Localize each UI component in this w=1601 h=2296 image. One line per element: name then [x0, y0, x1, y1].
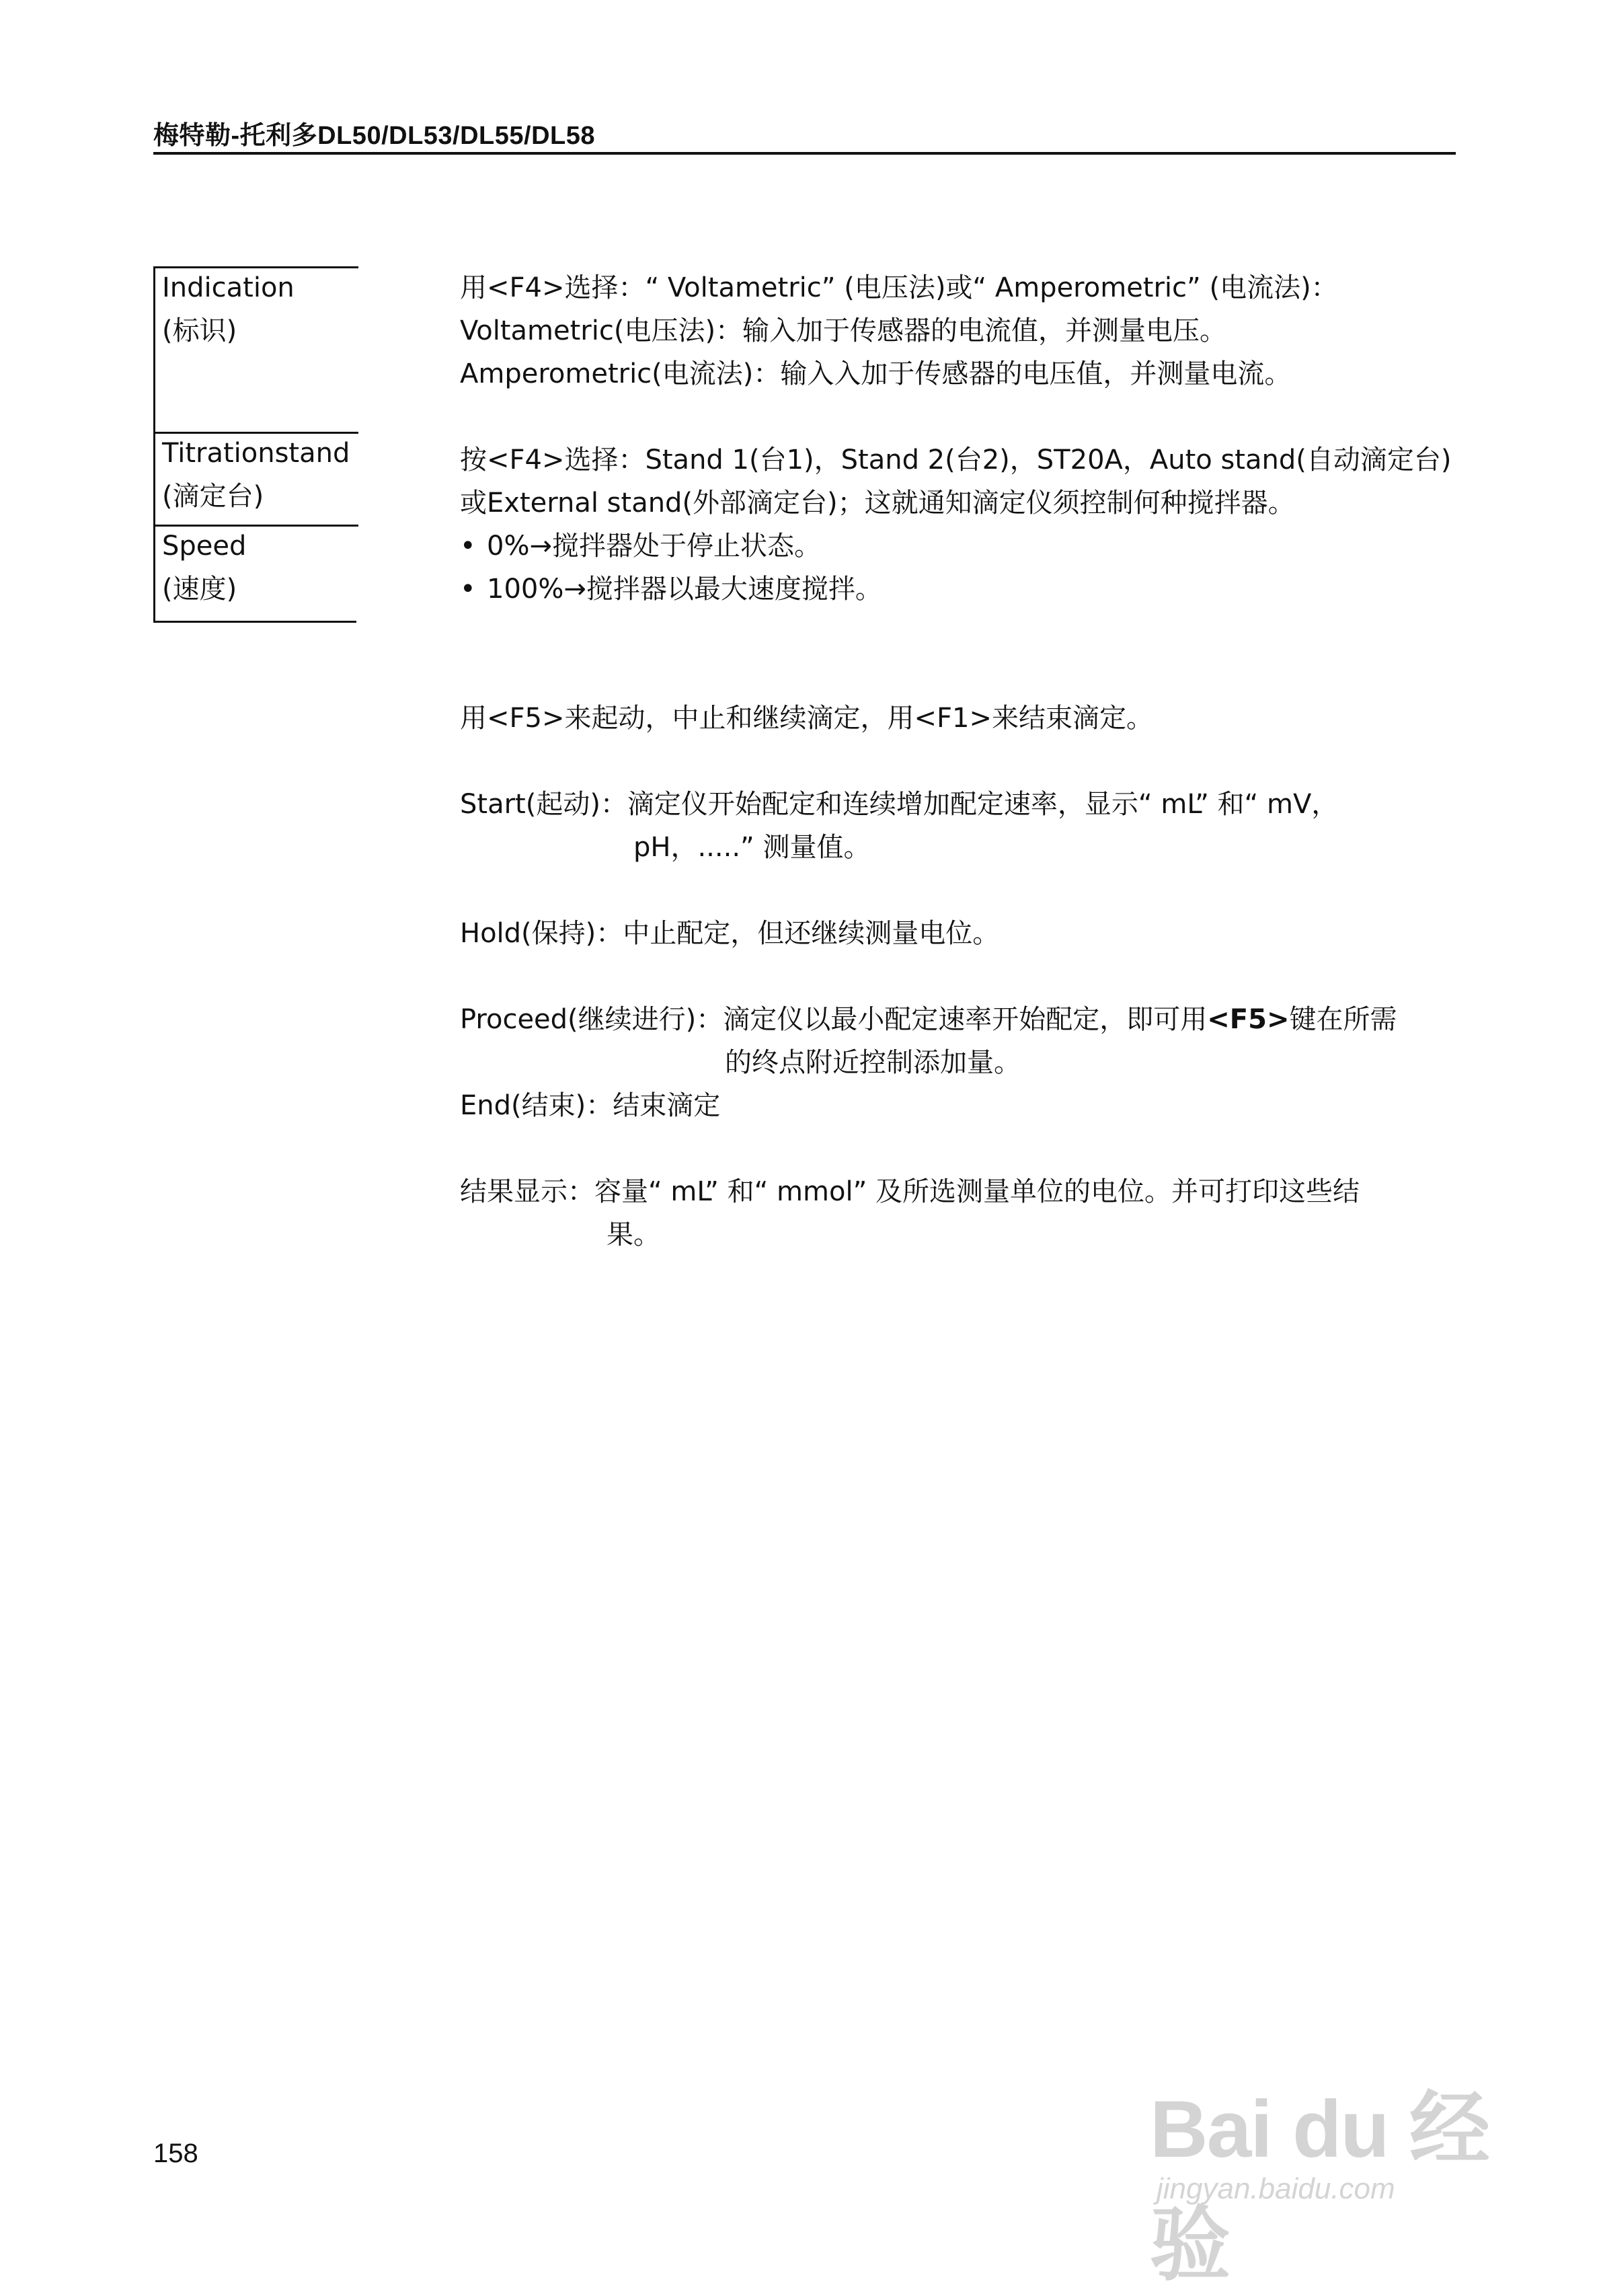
param-label-zh: (速度) — [162, 574, 237, 605]
speed-bullet — [460, 525, 821, 568]
end-paragraph: End(结束)：结束滴定 — [460, 1090, 721, 1121]
bullet-icon: • — [460, 531, 476, 562]
param-label-en: Titrationstand — [162, 438, 350, 469]
start-paragraph-line: pH，.....” 测量值。 — [633, 832, 871, 863]
param-label-speed — [153, 525, 356, 623]
bullet-icon: • — [460, 574, 476, 605]
indication-desc-line: Voltametric(电压法)：输入加于传感器的电流值，并测量电压。 — [460, 315, 1227, 346]
indication-desc-line: Amperometric(电流法)：输入入加于传感器的电压值，并测量电流。 — [460, 358, 1292, 389]
titration-stand-desc-line: 或External stand(外部滴定台)；这就通知滴定仪须控制何种搅拌器。 — [460, 488, 1295, 519]
intro-paragraph: 用<F5>来起动，中止和继续滴定，用<F1>来结束滴定。 — [460, 703, 1153, 734]
header-rule — [153, 152, 1456, 155]
speed-bullet-text: 0%→搅拌器处于停止状态。 — [487, 531, 821, 562]
proceed-paragraph-line — [460, 998, 1397, 1041]
label-rule — [153, 432, 358, 434]
param-label-indication — [153, 266, 356, 432]
proceed-paragraph-line: 的终点附近控制添加量。 — [725, 1047, 1021, 1078]
param-label-en: Speed — [162, 531, 247, 562]
param-label-zh: (滴定台) — [162, 481, 264, 512]
speed-bullet — [460, 568, 882, 611]
label-rule — [153, 525, 358, 527]
f5-key-label: <F5> — [1207, 1004, 1290, 1035]
result-paragraph-line: 结果显示：容量“ mL” 和“ mmol” 及所选测量单位的电位。并可打印这些结 — [460, 1176, 1360, 1207]
watermark-url: jingyan.baidu.com — [1157, 2172, 1395, 2205]
result-paragraph-line: 果。 — [607, 1219, 660, 1250]
proceed-text: 键在所需 — [1289, 1004, 1397, 1035]
param-label-zh: (标识) — [162, 315, 237, 346]
running-header: 梅特勒-托利多DL50/DL53/DL55/DL58 — [153, 122, 596, 150]
param-label-titration-stand — [153, 432, 356, 525]
hold-paragraph: Hold(保持)：中止配定，但还继续测量电位。 — [460, 918, 1000, 949]
page-number: 158 — [153, 2139, 198, 2168]
speed-bullet-text: 100%→搅拌器以最大速度搅拌。 — [487, 574, 882, 605]
watermark-brand: Bai du 经验 — [1150, 2084, 1489, 2290]
label-rule — [153, 266, 358, 268]
baidu-watermark — [1150, 2038, 1526, 2290]
indication-desc-line: 用<F4>选择：“ Voltametric” (电压法)或“ Amperometric” (电流法)： — [460, 272, 1338, 303]
start-paragraph-line: Start(起动)：滴定仪开始配定和连续增加配定速率，显示“ mL” 和“ mV， — [460, 789, 1339, 820]
titration-stand-desc-line: 按<F4>选择：Stand 1(台1)，Stand 2(台2)，ST20A，Auto stand(自动滴定台) — [460, 445, 1452, 475]
proceed-text: Proceed(继续进行)：滴定仪以最小配定速率开始配定，即可用 — [460, 1004, 1208, 1035]
param-label-en: Indication — [162, 272, 295, 303]
